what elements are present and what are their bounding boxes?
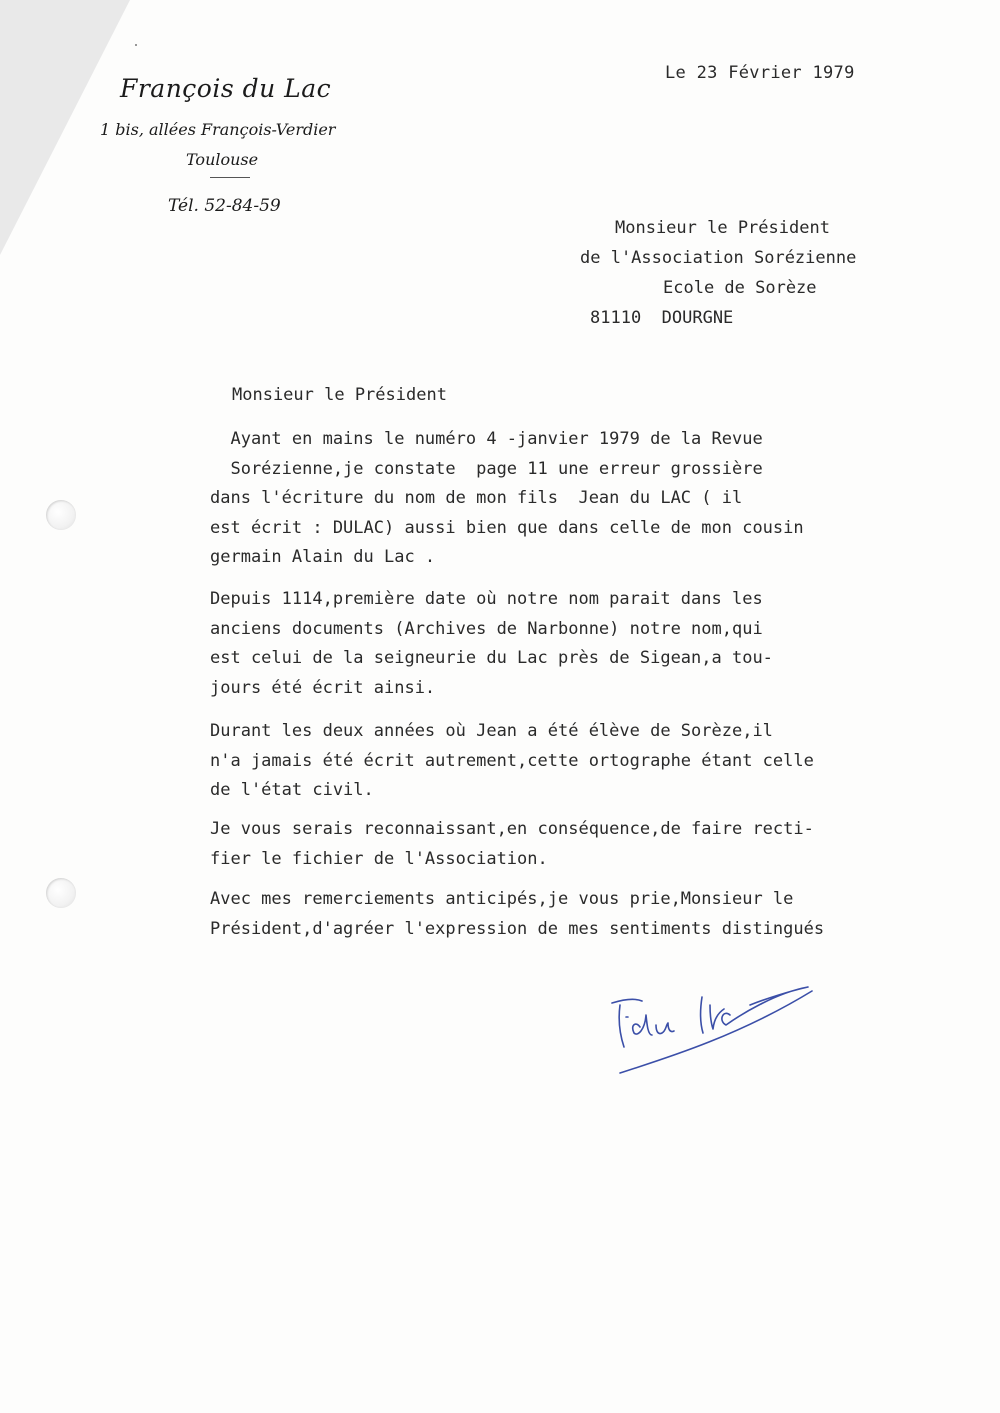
letterhead-city: Toulouse [186,150,259,169]
body-paragraph-5 [210,885,824,944]
paragraph-line: est celui de la seigneurie du Lac près de Sigean,a tou- [210,648,773,668]
body-paragraph-2 [210,585,773,703]
paragraph-line: jours été écrit ainsi. [210,677,436,698]
letterhead-divider [210,177,250,178]
recipient-line-4: 81110 DOURGNE [590,308,734,328]
paragraph-line: n'a jamais été écrit autrement,cette ortographe étant celle [210,750,814,771]
paragraph-line: germain Alain du Lac . [210,547,436,567]
punch-hole-upper [46,500,76,530]
letter-date: Le 23 Février 1979 [665,63,855,83]
margin-mark [135,44,137,46]
paragraph-line: Président,d'agréer l'expression de mes sentiments distingués [210,918,825,939]
salutation: Monsieur le Président [232,385,447,405]
recipient-line-2: de l'Association Sorézienne [580,248,857,268]
body-paragraph-1 [210,425,804,573]
recipient-line-1: Monsieur le Président [615,218,830,238]
punch-hole-lower [46,878,76,908]
paragraph-line: Je vous serais reconnaissant,en conséquence,de faire recti- [210,819,814,839]
paragraph-line: de l'état civil. [210,780,374,800]
paragraph-line: Avec mes remerciements anticipés,je vous prie,Monsieur le [210,889,794,909]
paragraph-line: anciens documents (Archives de Narbonne) notre nom,qui [210,618,763,639]
paragraph-line: dans l'écriture du nom de mon fils Jean du LAC ( il [210,488,743,508]
paragraph-line: Depuis 1114,première date où notre nom parait dans les [210,589,763,609]
body-paragraph-4 [210,815,814,874]
paragraph-line: Sorézienne,je constate page 11 une erreur grossière [210,458,763,479]
paragraph-line: est écrit : DULAC) aussi bien que dans celle de mon cousin [210,517,804,538]
letterhead-name: François du Lac [120,74,332,103]
letterhead-address: 1 bis, allées François-Verdier [100,120,336,139]
body-paragraph-3 [210,717,814,806]
paragraph-line: Durant les deux années où Jean a été élève de Sorèze,il [210,721,773,741]
handwritten-signature [590,965,830,1075]
letterhead-phone: Tél. 52-84-59 [168,196,281,216]
paragraph-line: fier le fichier de l'Association. [210,848,548,869]
paragraph-line: Ayant en mains le numéro 4 -janvier 1979 de la Revue [210,429,763,449]
recipient-line-3: Ecole de Sorèze [663,278,817,298]
